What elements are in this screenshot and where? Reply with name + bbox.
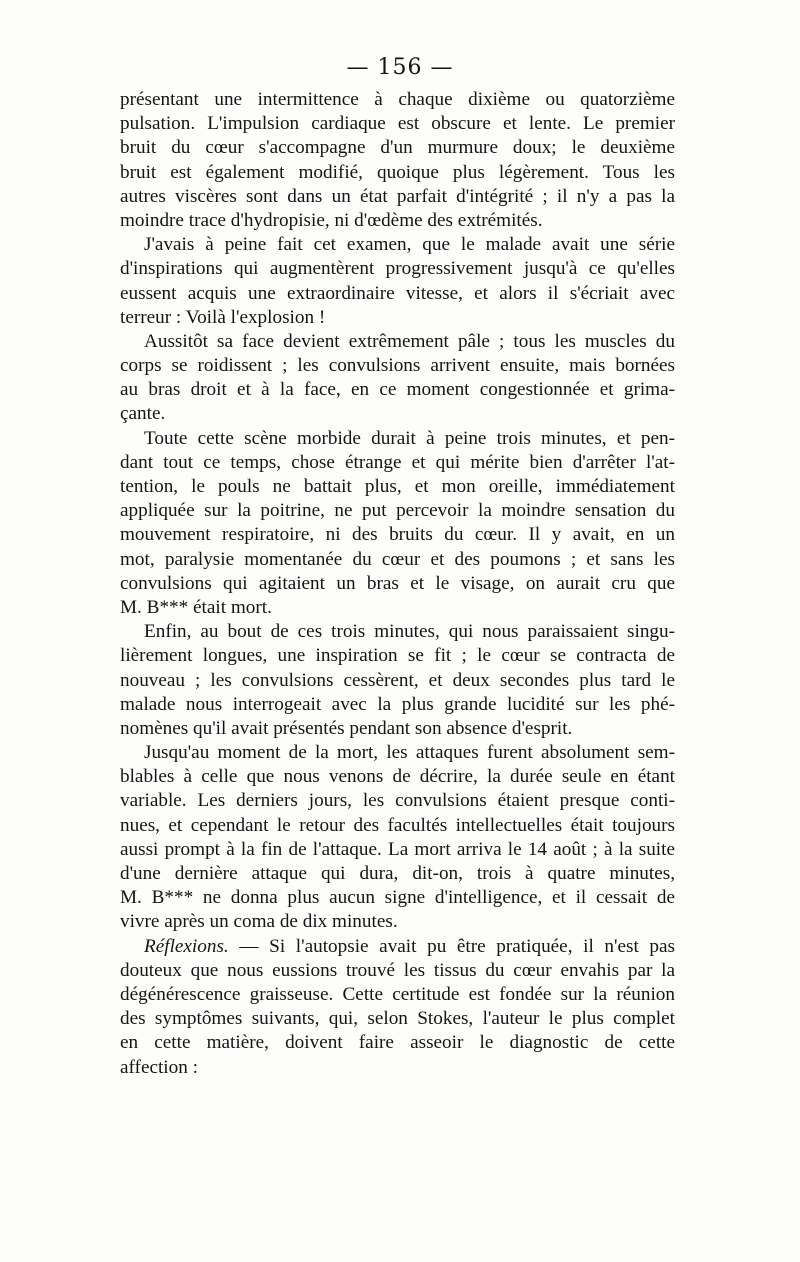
text-line: M. B*** était mort. (120, 596, 272, 618)
text-line: bruit est également modifié, quoique plus légèrement. Tous les (120, 161, 675, 183)
text-line: des symptômes suivants, qui, selon Stokes, l'auteur le plus complet (120, 1008, 675, 1030)
text-line: corps se roidissent ; les convulsions arrivent ensuite, mais bornées (120, 355, 675, 377)
text-line: variable. Les derniers jours, les convulsions étaient presque conti- (120, 790, 675, 812)
text-line (120, 935, 675, 959)
text-line: Jusqu'au moment de la mort, les attaques furent absolument sem- (144, 742, 675, 764)
paragraph (120, 88, 675, 233)
text-line: Enfin, au bout de ces trois minutes, qui nous paraissaient singu- (144, 621, 675, 643)
text-line: eussent acquis une extraordinaire vitesse, et alors il s'écriait avec (120, 282, 675, 304)
body-text (120, 88, 675, 1080)
text-line: affection : (120, 1056, 198, 1078)
text-line: çante. (120, 403, 166, 425)
text-line: nomènes qu'il avait présentés pendant son absence d'esprit. (120, 717, 573, 739)
text-line: présentant une intermittence à chaque dixième ou quatorzième (120, 89, 675, 110)
text-line: Toute cette scène morbide durait à peine trois minutes, et pen- (144, 427, 675, 449)
section-lead: Réflexions. (144, 935, 229, 957)
paragraph (120, 330, 675, 427)
paragraph (120, 935, 675, 1080)
text-line: moindre trace d'hydropisie, ni d'œdème des extrémités. (120, 209, 543, 231)
paragraph (120, 620, 675, 741)
paragraph (120, 233, 675, 330)
text-line: nues, et cependant le retour des facultés intellectuelles était toujours (120, 814, 675, 836)
text-line: autres viscères sont dans un état parfait d'intégrité ; il n'y a pas la (120, 185, 675, 207)
paragraph (120, 741, 675, 935)
text-line: douteux que nous eussions trouvé les tissus du cœur envahis par la (120, 959, 675, 981)
text-line: aussi prompt à la fin de l'attaque. La mort arriva le 14 août ; à la suite (120, 838, 675, 860)
paragraph (120, 427, 675, 621)
text-line: M. B*** ne donna plus aucun signe d'intelligence, et il cessait de (120, 887, 675, 909)
text-run: — Si l'autopsie avait pu être pratiquée, il n'est pas (228, 935, 675, 957)
text-line: lièrement longues, une inspiration se fit ; le cœur se contracta de (120, 645, 675, 667)
text-line: mot, paralysie momentanée du cœur et des poumons ; et sans les (120, 548, 675, 570)
text-line: terreur : Voilà l'explosion ! (120, 306, 326, 328)
text-line: malade nous interrogeait avec la plus grande lucidité sur les phé- (120, 693, 675, 715)
text-line: mouvement respiratoire, ni des bruits du cœur. Il y avait, en un (120, 524, 675, 546)
text-line: nouveau ; les convulsions cessèrent, et deux secondes plus tard le (120, 669, 675, 691)
text-line: d'inspirations qui augmentèrent progressivement jusqu'à ce qu'elles (120, 258, 675, 280)
text-line: Aussitôt sa face devient extrêmement pâle ; tous les muscles du (144, 330, 675, 352)
text-line: dégénérescence graisseuse. Cette certitude est fondée sur la réunion (120, 983, 675, 1005)
page-number: — 156 — (346, 55, 454, 80)
text-line: tention, le pouls ne battait plus, et mon oreille, immédiatement (120, 476, 675, 497)
text-line: dant tout ce temps, chose étrange et qui mérite bien d'arrêter l'at- (120, 451, 675, 473)
text-line: convulsions qui agitaient un bras et le visage, on aurait cru que (120, 572, 675, 594)
text-line: bruit du cœur s'accompagne d'un murmure doux; le deuxième (120, 137, 675, 159)
text-line: blables à celle que nous venons de décrire, la durée seule en étant (120, 766, 675, 788)
text-line: pulsation. L'impulsion cardiaque est obscure et lente. Le premier (120, 113, 675, 135)
text-line: J'avais à peine fait cet examen, que le malade avait une série (144, 234, 675, 256)
text-line: vivre après un coma de dix minutes. (120, 911, 398, 933)
text-line: en cette matière, doivent faire asseoir le diagnostic de cette (120, 1032, 675, 1054)
text-line: au bras droit et à la face, en ce moment congestionnée et grima- (120, 379, 675, 401)
text-line: d'une dernière attaque qui dura, dit-on, trois à quatre minutes, (120, 863, 675, 884)
text-line: appliquée sur la poitrine, ne put percevoir la moindre sensation du (120, 500, 675, 522)
